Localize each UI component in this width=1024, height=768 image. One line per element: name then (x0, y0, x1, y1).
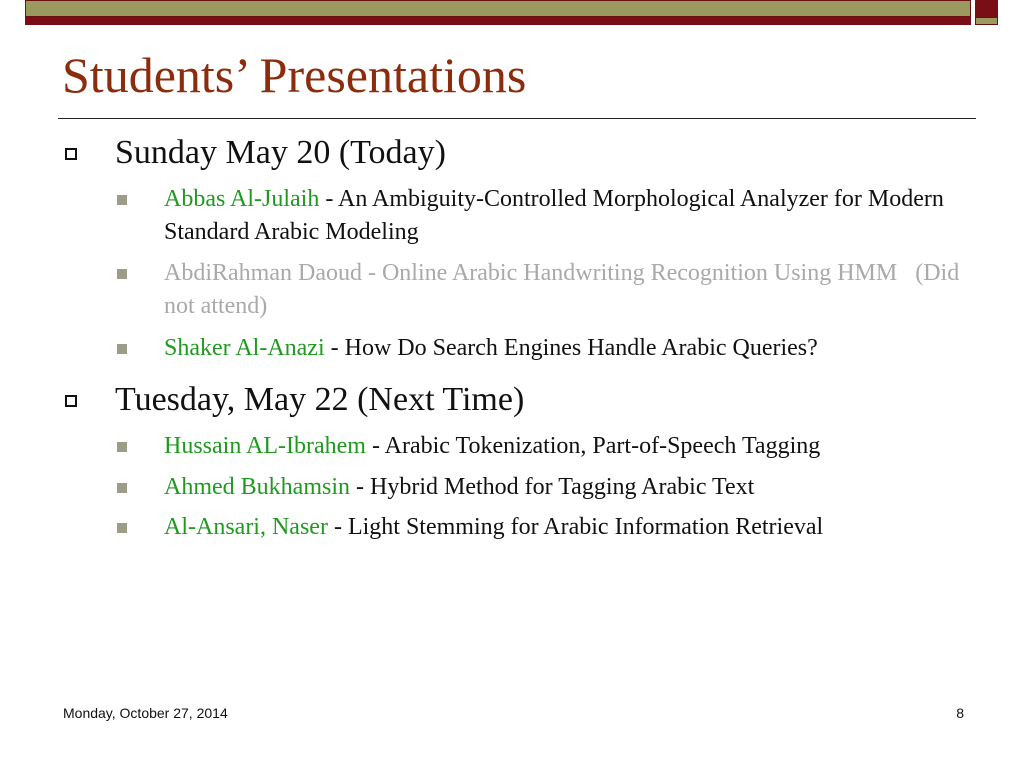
presenter-name: AbdiRahman Daoud (164, 260, 362, 286)
list-item (164, 430, 964, 463)
presentation-topic: - Hybrid Method for Tagging Arabic Text (350, 474, 755, 500)
presenter-name: Hussain AL-Ibrahem (164, 433, 366, 459)
header-corner-red-block (975, 0, 998, 17)
section-heading-tuesday: Tuesday, May 22 (Next Time) (115, 381, 525, 418)
presentation-topic: - An Ambiguity-Controlled Morphological Analyzer for Modern Standard Arabic Modeling (164, 186, 944, 245)
list-item (164, 471, 964, 504)
presenter-name: Shaker Al-Anazi (164, 335, 325, 361)
presenter-name: Al-Ansari, Naser (164, 514, 328, 540)
hollow-square-bullet-icon (65, 148, 77, 160)
hollow-square-bullet-icon (65, 395, 77, 407)
filled-square-bullet-icon (117, 195, 127, 205)
header-red-bar (25, 17, 971, 25)
list-item (164, 257, 964, 323)
presenter-name: Abbas Al-Julaih (164, 186, 320, 212)
list-item (164, 332, 964, 365)
footer-date: Monday, October 27, 2014 (63, 705, 228, 721)
presentation-topic: - How Do Search Engines Handle Arabic Queries? (324, 335, 818, 361)
title-divider (58, 118, 976, 119)
presenter-name: Ahmed Bukhamsin (164, 474, 350, 500)
filled-square-bullet-icon (117, 344, 127, 354)
slide-title: Students’ Presentations (62, 47, 527, 103)
filled-square-bullet-icon (117, 442, 127, 452)
list-item (164, 183, 964, 249)
section-heading-sunday: Sunday May 20 (Today) (115, 134, 446, 171)
header-decoration-band (0, 0, 1024, 28)
filled-square-bullet-icon (117, 269, 127, 279)
presentation-topic: - Arabic Tokenization, Part-of-Speech Tagging (365, 433, 821, 459)
page-number: 8 (956, 705, 964, 721)
header-corner-olive-block (975, 17, 998, 25)
filled-square-bullet-icon (117, 523, 127, 533)
presentation-topic: - Light Stemming for Arabic Information Retrieval (327, 514, 824, 540)
header-olive-bar (25, 0, 971, 17)
presentation-topic: - Online Arabic Handwriting Recognition Using HMM (Did not attend) (164, 260, 966, 319)
filled-square-bullet-icon (117, 483, 127, 493)
list-item (164, 511, 964, 544)
